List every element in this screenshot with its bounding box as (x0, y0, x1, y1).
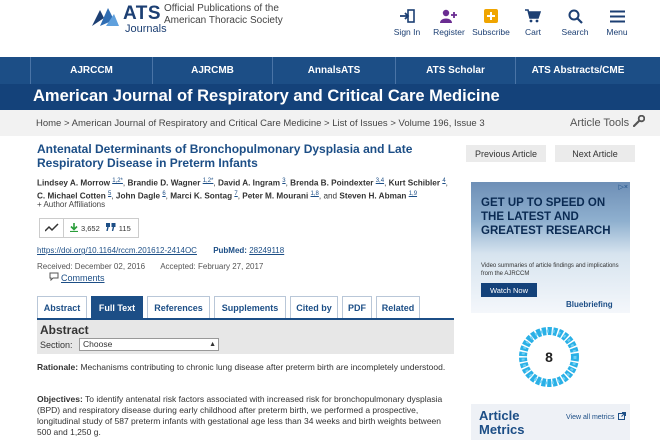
tab-ajrcmb[interactable]: AJRCMB (153, 57, 273, 84)
breadcrumb-journal[interactable]: American Journal of Respiratory and Critical Care Medicine (71, 118, 322, 129)
ad-watch-now-button[interactable]: Watch Now (481, 283, 537, 297)
breadcrumb-separator: > (321, 118, 333, 129)
article-tools-button[interactable] (570, 115, 645, 130)
register-icon (440, 6, 458, 26)
comments-label: Comments (61, 272, 105, 283)
article-tabs (37, 296, 420, 318)
article-tools-label: Article Tools (570, 116, 630, 129)
quote-icon (106, 223, 116, 233)
breadcrumb (36, 118, 485, 129)
ad-close-icon[interactable]: ▷× (618, 184, 628, 191)
author-affiliations-label: Author Affiliations (43, 200, 106, 209)
subscribe-button[interactable] (470, 6, 512, 37)
author-name[interactable]: Lindsey A. Morrow (37, 178, 110, 188)
author-affil-sup[interactable]: 1,9 (408, 190, 418, 197)
author-affil-sup[interactable]: 7 (234, 190, 238, 197)
rationale-paragraph (37, 362, 457, 373)
article-metrics-card (471, 404, 630, 440)
author-affil-sup[interactable]: 3,4 (375, 178, 385, 184)
downloads-value: 3,652 (81, 223, 100, 233)
tab-ats-scholar[interactable]: ATS Scholar (396, 57, 516, 84)
journal-title-bar (0, 84, 660, 110)
tab-cited-by[interactable]: Cited by (290, 296, 338, 318)
menu-icon (610, 6, 625, 26)
subscribe-icon (484, 6, 498, 26)
article-metrics-strip[interactable] (39, 218, 139, 238)
logo-description: Official Publications of the American Thoracic Society (164, 3, 283, 26)
menu-label: Menu (606, 27, 628, 37)
ats-logo[interactable] (90, 4, 167, 35)
pubmed-label: PubMed: (213, 246, 247, 255)
section-select-value: Choose (83, 339, 113, 349)
cart-label: Cart (524, 27, 542, 37)
plus-icon: + (37, 200, 42, 209)
author-name[interactable]: John Dagle (115, 191, 161, 201)
breadcrumb-separator: > (387, 118, 399, 129)
altmetric-score: 8 (545, 349, 553, 365)
chevron-down-icon: ▲ (209, 341, 216, 348)
objectives-label: Objectives: (37, 394, 83, 404)
breadcrumb-bar (0, 110, 660, 136)
logo-journals-text: Journals (125, 23, 167, 35)
abstract-panel (37, 318, 454, 354)
cart-button[interactable] (512, 6, 554, 37)
tab-supplements[interactable]: Supplements (214, 296, 286, 318)
author-affil-sup[interactable]: 5 (107, 190, 112, 197)
author-affil-sup[interactable]: 4 (442, 178, 446, 184)
objectives-text: To identify antenatal risk factors associated with increased risk for bronchopulmonary dysplasia (BPD) and respiratory disease during early childhood after preterm birth, we performed a prospective, longitudinal study of 587 preterm infants with gestational age less than 34 weeks and birth weights between 500 and 1,250 g. (37, 394, 443, 437)
tab-full-text[interactable]: Full Text (91, 296, 143, 318)
comment-icon (49, 272, 59, 283)
search-button[interactable] (554, 6, 596, 37)
author-affil-sup[interactable]: 6 (162, 190, 166, 197)
author-name[interactable]: David A. Ingram (217, 178, 280, 188)
view-all-metrics-label: View all metrics (566, 413, 615, 421)
altmetric-badge[interactable] (518, 326, 580, 388)
author-name[interactable]: Marci K. Sontag (170, 191, 233, 201)
comments-link[interactable] (49, 272, 105, 283)
article-metrics-title: Article Metrics (479, 408, 525, 437)
author-affil-sup[interactable]: 1,8 (310, 190, 319, 197)
external-link-icon (618, 412, 626, 422)
register-label: Register (433, 27, 465, 37)
citations-count (106, 223, 131, 233)
author-list: Lindsey A. Morrow $^{1,2*}$, Brandie D. Wagner $^{1,2*}$, David A. Ingram $^3$, Brenda B. Poindexter $^{3,4}$, Kurt Schibler $^4$, C. Michael Cotten $^5$, John Dagle $^6$, Marci K. Sontag $^7$, Peter M. Mourani $^{1,8}$, and Steven H. Abman $^{1,9}$ (37, 178, 448, 201)
article-title: Antenatal Determinants of Bronchopulmonary Dysplasia and Late Respiratory Disease in Preterm Infants (37, 142, 413, 170)
ad-subtext: Video summaries of article findings and implications from the AJRCCM (481, 263, 619, 277)
author-affil-sup[interactable]: 3 (282, 178, 286, 184)
previous-article-button[interactable]: Previous Article (466, 145, 546, 162)
top-nav (386, 6, 638, 37)
tab-references[interactable]: References (147, 296, 210, 318)
cart-icon (525, 6, 541, 26)
author-name[interactable]: Steven H. Abman (339, 191, 407, 201)
sign-in-button[interactable] (386, 6, 428, 37)
site-header (0, 0, 660, 56)
register-button[interactable] (428, 6, 470, 37)
breadcrumb-home[interactable]: Home (36, 118, 62, 129)
sign-in-icon (399, 6, 415, 26)
logo-ats-text: ATS (123, 3, 162, 24)
rationale-label: Rationale: (37, 362, 79, 372)
author-name[interactable]: Brandie D. Wagner (127, 178, 201, 188)
journal-title[interactable]: American Journal of Respiratory and Critical Care Medicine (33, 87, 500, 105)
author-affil-sup[interactable]: 1,2* (202, 178, 214, 184)
tab-ajrccm[interactable]: AJRCCM (30, 57, 153, 84)
author-affil-sup[interactable]: 1,2* (112, 178, 123, 184)
rationale-text: Mechanisms contributing to chronic lung disease after preterm birth are incompletely understood. (78, 362, 446, 372)
author-name[interactable]: Brenda B. Poindexter (290, 178, 374, 188)
ad-headline: GET UP TO SPEED ON THE LATEST AND GREATEST RESEARCH (481, 197, 611, 237)
author-name[interactable]: Peter M. Mourani (242, 191, 309, 201)
menu-button[interactable] (596, 6, 638, 37)
search-icon (568, 6, 583, 26)
breadcrumb-volume[interactable]: Volume 196, Issue 3 (398, 118, 485, 129)
sign-in-label: Sign In (393, 27, 421, 37)
advertisement-banner[interactable] (471, 182, 630, 313)
ats-logo-icon (90, 4, 120, 30)
tab-annalsats[interactable]: AnnalsATS (273, 57, 396, 84)
tab-related[interactable]: Related (376, 296, 420, 318)
article-dates (37, 262, 263, 271)
author-affiliations-toggle[interactable] (37, 200, 105, 209)
subscribe-label: Subscribe (472, 27, 510, 37)
and-word: and (323, 191, 338, 201)
author-name[interactable]: Kurt Schibler (388, 178, 441, 188)
search-label: Search (561, 27, 589, 37)
tab-ats-abstracts-cme[interactable]: ATS Abstracts/CME (531, 65, 625, 76)
wrench-icon (633, 115, 645, 130)
journal-tabs (0, 57, 660, 84)
abstract-heading: Abstract (40, 323, 89, 337)
doi-row (37, 246, 284, 255)
view-all-metrics-link[interactable] (566, 412, 626, 422)
author-name[interactable]: C. Michael Cotten (37, 191, 106, 201)
tab-pdf[interactable]: PDF (342, 296, 372, 318)
objectives-paragraph (37, 394, 457, 438)
received-date: Received: December 02, 2016 (37, 262, 146, 271)
trend-chart-icon (40, 219, 64, 237)
breadcrumb-issues[interactable]: List of Issues (332, 118, 388, 129)
ad-brand-logo: Bluebriefing (566, 300, 613, 309)
tab-abstract[interactable]: Abstract (37, 296, 87, 318)
accepted-date: Accepted: February 27, 2017 (160, 262, 264, 271)
doi-link[interactable]: https://doi.org/10.1164/rccm.201612-2414OC (37, 246, 197, 255)
section-select[interactable] (79, 338, 219, 351)
downloads-count (70, 223, 100, 234)
next-article-button[interactable]: Next Article (555, 145, 635, 162)
pubmed-link[interactable]: 28249118 (249, 246, 285, 255)
breadcrumb-separator: > (61, 118, 72, 129)
section-label: Section: (40, 340, 73, 350)
citations-value: 115 (118, 223, 131, 233)
download-icon (70, 223, 78, 234)
